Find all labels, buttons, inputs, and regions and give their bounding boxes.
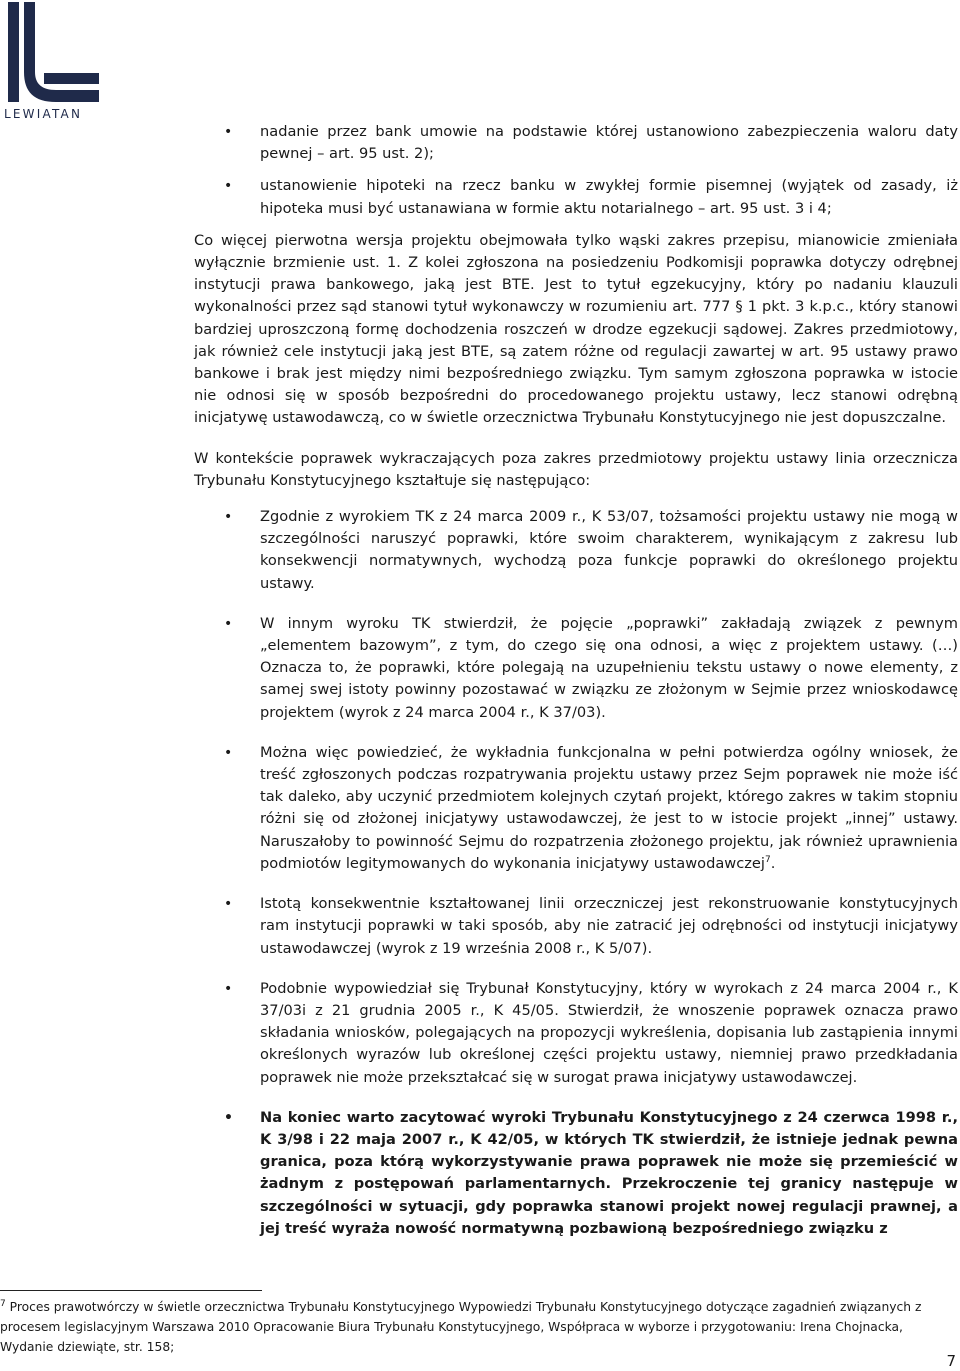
list-item: • Zgodnie z wyrokiem TK z 24 marca 2009 r., K 53/07, tożsamości projektu ustawy nie mogą w szczególności naruszyć poprawki, które swoim charakterem, wynikającym z zakresu lub konsekwencji normatywnych, wychodzą poza funkcje poprawki do określonego projektu ustawy. bbox=[194, 506, 958, 595]
paragraph: W kontekście poprawek wykraczających poza zakres przedmiotowy projektu ustawy linia orzecznicza Trybunału Konstytucyjnego kształtuje się następująco: bbox=[194, 449, 958, 489]
bullet-list-top bbox=[194, 121, 958, 220]
footnote-number: 7 bbox=[0, 1298, 6, 1309]
list-item-punct: . bbox=[770, 854, 776, 872]
list-item bbox=[194, 742, 958, 875]
footnote-text: Proces prawotwórczy w świetle orzecznictwa Trybunału Konstytucyjnego Wypowiedzi Trybunału Konstytucyjnego dotyczące zagadnień związanych z procesem legislacyjnym Warszawa 2010 Opracowanie Biura Trybunału Konstytucyjnego, Współpraca w wyborze i przygotowaniu: Irena Chojnacka, Wydanie dziewiąte, str. 158; bbox=[0, 1300, 922, 1354]
document-body bbox=[194, 121, 958, 1258]
list-item: • W innym wyroku TK stwierdził, że pojęcie „poprawki” zakładają związek z pewnym „elementem bazowym”, z tym, do czego się ona odnosi, a więc z projektem ustawy. (…) Oznacza to, że poprawki, które polegają na uzupełnieniu tekstu ustawy o nowe elementy, z samej swej istoty powinny pozostawać w związku ze złożonym w Sejmie przez wnioskodawcę projektem (wyrok z 24 marca 2004 r., K 37/03). bbox=[194, 613, 958, 724]
list-item-bold: • Na koniec warto zacytować wyroki Trybunału Konstytucyjnego z 24 czerwca 1998 r., K 3/98 i 22 maja 2007 r., K 42/05, w których TK stwierdził, że istnieje jednak pewna granica, poza którą wykorzystywanie prawa poprawek nie może się przemieścić w żadnym z postępowań parlamentarnych. Przekroczenie tej granicy następuje w szczególności w sytuacji, gdy poprawka stanowi projekt nowej regulacji prawnej, a jej treść wyraża nowość normatywną pozbawioną bezpośredniego związku z bbox=[194, 1107, 958, 1240]
footnote bbox=[0, 1297, 958, 1357]
list-item: • nadanie przez bank umowie na podstawie której ustanowiono zabezpieczenia waloru daty pewnej – art. 95 ust. 2); bbox=[194, 121, 958, 165]
bullet-list-rulings bbox=[194, 506, 958, 1240]
footnote-reference[interactable]: 7 bbox=[764, 855, 771, 866]
page-number: 7 bbox=[946, 1352, 956, 1370]
list-item: • Istotą konsekwentnie kształtowanej linii orzeczniczej jest rekonstruowanie konstytucyjnych ram instytucji poprawki w taki sposób, aby nie zatracić jej odrębności od instytucji inicjatywy ustawodawczej (wyrok z 19 września 2008 r., K 5/07). bbox=[194, 893, 958, 960]
logo-wordmark: LEWIATAN bbox=[4, 107, 83, 121]
paragraph: Co więcej pierwotna wersja projektu obejmowała tylko wąski zakres przepisu, mianowicie zmieniała wyłącznie brzmienie ust. 1. Z kolei zgłoszona na posiedzeniu Podkomisji poprawka dotyczy odrębnej instytucji prawa bankowego, jaką jest BTE. Jest to tytuł egzekucyjny, który po nadaniu klauzuli wykonalności przez sąd stanowi tytuł wykonawczy w rozumieniu art. 777 § 1 pkt. 3 k.p.c., który stanowi bardziej uproszczoną formę dochodzenia roszczeń w drodze egzekucji sądowej. Zakres przedmiotowy, jak również cele instytucji jaką jest BTE, są zatem różne od regulacji zawartej w art. 95 ustawy prawo bankowe i brak jest między nimi bezpośredniego związku. Tym samym zgłoszona poprawka w istocie nie odnosi się w sposób bezpośredni do procedowanego projektu ustawy, lecz stanowi odrębną inicjatywę ustawodawczą, co w świetle orzecznictwa Trybunału Konstytucyjnego nie jest dopuszczalne. bbox=[194, 231, 958, 427]
list-item: • ustanowienie hipoteki na rzecz banku w zwykłej formie pisemnej (wyjątek od zasady, iż hipoteka musi być ustanawiana w formie aktu notarialnego – art. 95 ust. 3 i 4; bbox=[194, 175, 958, 219]
list-item: • Podobnie wypowiedział się Trybunał Konstytucyjny, który w wyrokach z 24 marca 2004 r., K 37/03i z 21 grudnia 2005 r., K 45/05. Stwierdził, że wnoszenie poprawek oznacza prawo składania wniosków, polegających na propozycji wykreślenia, dopisania lub zastąpienia innymi określonych wyrazów lub określonej części projektu ustawy, niemniej prawo przedkładania poprawek nie może przekształcać się w surogat prawa inicjatywy ustawodawczej. bbox=[194, 978, 958, 1089]
list-item-text: Można więc powiedzieć, że wykładnia funkcjonalna w pełni potwierdza ogólny wniosek, że treść zgłoszonych podczas rozpatrywania projektu ustawy przez Sejm poprawek nie może iść tak daleko, aby uczynić przedmiotem kolejnych czytań projekt, którego zakres w takim stopniu różni się od złożonej inicjatywy ustawodawczej, że jest to w istocie projekt „innej” ustawy. Naruszałoby to powinność Sejmu do rozpatrzenia złożonego projektu, jak również uprawnienia podmiotów legitymowanych do wykonania inicjatywy ustawodawczej bbox=[260, 743, 958, 872]
footnote-divider bbox=[0, 1290, 262, 1291]
